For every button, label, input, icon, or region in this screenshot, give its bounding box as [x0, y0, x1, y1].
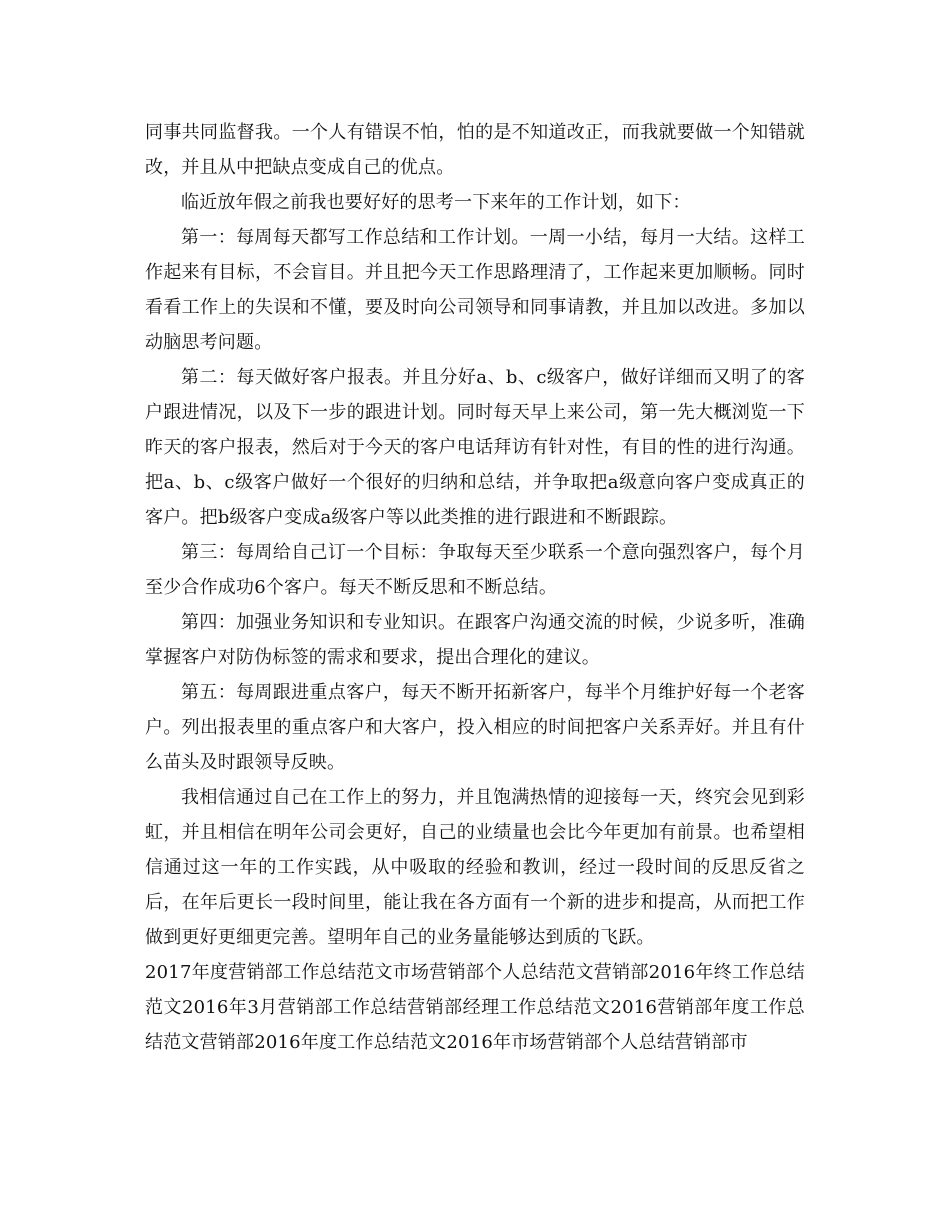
document-body — [145, 115, 805, 1060]
paragraph-continuation: 同事共同监督我。一个人有错误不怕，怕的是不知道改正，而我就要做一个知错就改，并且从中把缺点变成自己的优点。 — [145, 122, 805, 178]
paragraph-plan-intro: 临近放年假之前我也要好好的思考一下来年的工作计划，如下： — [181, 192, 691, 213]
paragraph-plan-item-5: 第五：每周跟进重点客户，每天不断开拓新客户，每半个月维护好每一个老客户。列出报表里的重点客户和大客户，投入相应的时间把客户关系弄好。并且有什么苗头及时跟领导反映。 — [145, 682, 805, 773]
paragraph-plan-item-4: 第四：加强业务知识和专业知识。在跟客户沟通交流的时候，少说多听，准确掌握客户对防伪标签的需求和要求，提出合理化的建议。 — [145, 612, 805, 668]
paragraph-plan-item-3: 第三：每周给自己订一个目标：争取每天至少联系一个意向强烈客户，每个月至少合作成功6个客户。每天不断反思和不断总结。 — [145, 542, 805, 598]
related-articles-links[interactable]: 2017年度营销部工作总结范文市场营销部个人总结范文营销部2016年终工作总结范文2016年3月营销部工作总结营销部经理工作总结范文2016营销部年度工作总结范文营销部2016年度工作总结范文2016年市场营销部个人总结营销部市 — [145, 962, 805, 1053]
paragraph-plan-item-2: 第二：每天做好客户报表。并且分好a、b、c级客户，做好详细而又明了的客户跟进情况，以及下一步的跟进计划。同时每天早上来公司，第一先大概浏览一下昨天的客户报表，然后对于今天的客户电话拜访有针对性，有目的性的进行沟通。把a、b、c级客户做好一个很好的归纳和总结，并争取把a级意向客户变成真正的客户。把b级客户变成a级客户等以此类推的进行跟进和不断跟踪。 — [145, 367, 805, 528]
paragraph-conclusion: 我相信通过自己在工作上的努力，并且饱满热情的迎接每一天，终究会见到彩虹，并且相信在明年公司会更好，自己的业绩量也会比今年更加有前景。也希望相信通过这一年的工作实践，从中吸取的经验和教训，经过一段时间的反思反省之后，在年后更长一段时间里，能让我在各方面有一个新的进步和提高，从而把工作做到更好更细更完善。望明年自己的业务量能够达到质的飞跃。 — [145, 787, 805, 948]
paragraph-plan-item-1: 第一：每周每天都写工作总结和工作计划。一周一小结，每月一大结。这样工作起来有目标，不会盲目。并且把今天工作思路理清了，工作起来更加顺畅。同时看看工作上的失误和不懂，要及时向公司领导和同事请教，并且加以改进。多加以动脑思考问题。 — [145, 227, 805, 353]
